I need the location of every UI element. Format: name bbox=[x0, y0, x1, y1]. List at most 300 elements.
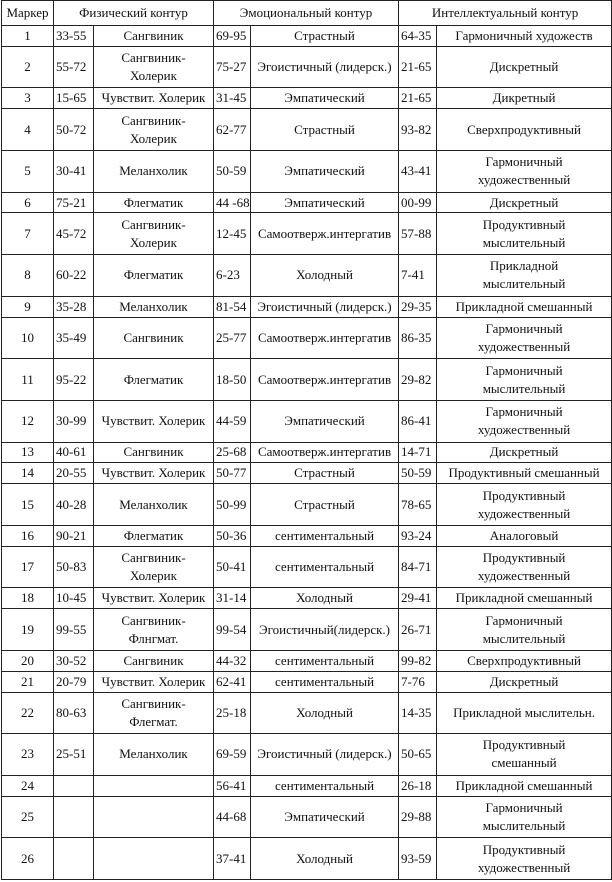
intellectual-type-cell bbox=[437, 734, 612, 776]
intellectual-code-cell bbox=[399, 463, 437, 484]
intellectual-type-cell bbox=[437, 442, 612, 463]
cell-text-line: Флегматик bbox=[123, 527, 184, 543]
physical-type-cell bbox=[94, 46, 214, 88]
marker-cell bbox=[2, 296, 54, 317]
cell-text-line: 50-41 bbox=[216, 559, 247, 575]
physical-code-cell bbox=[54, 775, 94, 796]
cell-text-line: мыслительный bbox=[482, 276, 566, 292]
cell-text-line: Эмпатический bbox=[284, 163, 365, 179]
intellectual-type-cell bbox=[437, 359, 612, 401]
cell-text-line: 21 bbox=[21, 673, 34, 689]
cell-text-line: Флегмат. bbox=[129, 713, 178, 729]
cell-text-line: 24 bbox=[21, 777, 34, 793]
marker-cell bbox=[2, 484, 54, 526]
emotional-code-cell bbox=[214, 463, 251, 484]
physical-code-cell bbox=[54, 317, 94, 359]
cell-text-line: 5 bbox=[24, 163, 31, 179]
intellectual-type-cell bbox=[437, 775, 612, 796]
cell-text-line: художественный bbox=[477, 505, 571, 521]
physical-type-cell bbox=[94, 692, 214, 734]
cell-text-line: 12-45 bbox=[216, 225, 247, 241]
intellectual-code-cell bbox=[399, 213, 437, 255]
intellectual-code-cell bbox=[399, 359, 437, 401]
emotional-type-cell bbox=[251, 525, 399, 546]
cell-text-line: 50-83 bbox=[56, 559, 87, 575]
cell-text-line: 43-41 bbox=[401, 163, 432, 179]
marker-cell bbox=[2, 88, 54, 109]
cell-text-line: Сангвиник- bbox=[121, 216, 186, 232]
table-row bbox=[2, 150, 612, 192]
emotional-code-cell bbox=[214, 546, 251, 588]
cell-text-line: Сверхпродуктивный bbox=[467, 121, 581, 137]
cell-text-line: 15 bbox=[21, 496, 34, 512]
emotional-type-cell bbox=[251, 150, 399, 192]
intellectual-code-cell bbox=[399, 88, 437, 109]
cell-text-line: Холодный bbox=[296, 704, 353, 720]
cell-text-line: Продуктивный смешанный bbox=[448, 465, 600, 481]
cell-text-line: Холодный bbox=[296, 267, 353, 283]
cell-text-line: 93-59 bbox=[401, 850, 432, 866]
emotional-code-cell bbox=[214, 46, 251, 88]
cell-text-line: 75-27 bbox=[216, 59, 247, 75]
physical-type-cell bbox=[94, 109, 214, 151]
physical-code-cell bbox=[54, 525, 94, 546]
cell-text-line: 12 bbox=[21, 413, 34, 429]
cell-text-line: Холерик bbox=[130, 130, 177, 146]
emotional-code-cell bbox=[214, 588, 251, 609]
cell-text-line: 50-59 bbox=[216, 163, 247, 179]
cell-text-line: 50-72 bbox=[56, 121, 87, 137]
emotional-code-cell bbox=[214, 671, 251, 692]
intellectual-code-cell bbox=[399, 484, 437, 526]
cell-text-line: 35-28 bbox=[56, 298, 87, 314]
table-row bbox=[2, 255, 612, 297]
physical-code-cell bbox=[54, 671, 94, 692]
cell-text-line: 40-28 bbox=[56, 496, 87, 512]
physical-type-cell bbox=[94, 796, 214, 838]
intellectual-type-cell bbox=[437, 150, 612, 192]
emotional-type-cell bbox=[251, 463, 399, 484]
intellectual-type-cell bbox=[437, 46, 612, 88]
marker-cell bbox=[2, 692, 54, 734]
cell-text-line: 18 bbox=[21, 590, 34, 606]
cell-text-line: Дискретный bbox=[489, 194, 559, 210]
cell-text-line: мыслительный bbox=[482, 817, 566, 833]
cell-text-line: 7 bbox=[24, 225, 31, 241]
intellectual-type-cell bbox=[437, 525, 612, 546]
cell-text-line: Дискретный bbox=[489, 59, 559, 75]
cell-text-line: сентиментальный bbox=[275, 652, 375, 668]
emotional-type-cell bbox=[251, 546, 399, 588]
intellectual-code-cell bbox=[399, 192, 437, 213]
cell-text-line: Чувствит. Холерик bbox=[101, 465, 206, 481]
cell-text-line: Страстный bbox=[294, 27, 355, 43]
cell-text-line: Гармоничный bbox=[485, 612, 563, 628]
intellectual-code-cell bbox=[399, 775, 437, 796]
cell-text-line: 44 -68 bbox=[216, 194, 250, 210]
table-row bbox=[2, 609, 612, 651]
cell-text-line: Холерик bbox=[130, 568, 177, 584]
intellectual-type-cell bbox=[437, 671, 612, 692]
intellectual-code-cell bbox=[399, 400, 437, 442]
physical-code-cell bbox=[54, 692, 94, 734]
cell-text-line: 50-36 bbox=[216, 527, 247, 543]
cell-text-line: 10 bbox=[21, 329, 34, 345]
emotional-code-cell bbox=[214, 317, 251, 359]
cell-text-line: 25 bbox=[21, 808, 34, 824]
emotional-type-cell bbox=[251, 192, 399, 213]
emotional-code-cell bbox=[214, 213, 251, 255]
emotional-code-cell bbox=[214, 150, 251, 192]
cell-text-line: 31-14 bbox=[216, 590, 247, 606]
cell-text-line: 11 bbox=[21, 371, 34, 387]
cell-text-line: Сангвиник- bbox=[121, 112, 186, 128]
emotional-type-cell bbox=[251, 588, 399, 609]
cell-text-line: Эмпатический bbox=[284, 90, 365, 106]
intellectual-code-cell bbox=[399, 650, 437, 671]
intellectual-code-cell bbox=[399, 150, 437, 192]
cell-text-line: Гармоничный художеств bbox=[455, 27, 593, 43]
cell-text-line: Самоотверж.интергатив bbox=[257, 444, 392, 460]
intellectual-code-cell bbox=[399, 796, 437, 838]
physical-type-cell bbox=[94, 775, 214, 796]
cell-text-line: сентиментальный bbox=[275, 559, 375, 575]
cell-text-line: 25-18 bbox=[216, 704, 247, 720]
cell-text-line: 99-55 bbox=[56, 621, 87, 637]
cell-text-line: Продуктивный bbox=[482, 550, 566, 566]
cell-text-line: Гармоничный bbox=[485, 154, 563, 170]
cell-text-line: 44-32 bbox=[216, 652, 247, 668]
cell-text-line: 30-52 bbox=[56, 652, 87, 668]
emotional-type-cell bbox=[251, 213, 399, 255]
cell-text-line: Прикладной bbox=[489, 258, 559, 274]
cell-text-line: 14-71 bbox=[401, 444, 432, 460]
intellectual-code-cell bbox=[399, 525, 437, 546]
intellectual-type-cell bbox=[437, 317, 612, 359]
intellectual-code-cell bbox=[399, 26, 437, 47]
physical-type-cell bbox=[94, 546, 214, 588]
emotional-code-cell bbox=[214, 484, 251, 526]
physical-code-cell bbox=[54, 359, 94, 401]
intellectual-code-cell bbox=[399, 588, 437, 609]
intellectual-code-cell bbox=[399, 442, 437, 463]
cell-text-line: Меланхолик bbox=[119, 746, 188, 762]
table-row bbox=[2, 46, 612, 88]
table-row bbox=[2, 192, 612, 213]
physical-code-cell bbox=[54, 192, 94, 213]
cell-text-line: мыслительный bbox=[482, 234, 566, 250]
marker-cell bbox=[2, 650, 54, 671]
cell-text-line: 4 bbox=[24, 121, 31, 137]
physical-type-cell bbox=[94, 26, 214, 47]
cell-text-line: Сангвиник bbox=[123, 652, 184, 668]
physical-type-cell bbox=[94, 484, 214, 526]
emotional-type-cell bbox=[251, 796, 399, 838]
table-row bbox=[2, 775, 612, 796]
emotional-type-cell bbox=[251, 671, 399, 692]
intellectual-code-cell bbox=[399, 546, 437, 588]
intellectual-code-cell bbox=[399, 46, 437, 88]
cell-text-line: 29-35 bbox=[401, 298, 432, 314]
physical-code-cell bbox=[54, 609, 94, 651]
cell-text-line: Продуктивный bbox=[482, 841, 566, 857]
cell-text-line: 44-59 bbox=[216, 413, 247, 429]
cell-text-line: Флегматик bbox=[123, 194, 184, 210]
intellectual-type-cell bbox=[437, 109, 612, 151]
cell-text-line: Самоотверж.интергатив bbox=[257, 329, 392, 345]
intellectual-type-cell bbox=[437, 609, 612, 651]
intellectual-type-cell bbox=[437, 546, 612, 588]
table-row bbox=[2, 463, 612, 484]
cell-text-line: 64-35 bbox=[401, 27, 432, 43]
cell-text-line: Прикладной смешанный bbox=[455, 590, 593, 606]
cell-text-line: Чувствит. Холерик bbox=[101, 673, 206, 689]
emotional-code-cell bbox=[214, 88, 251, 109]
cell-text-line: Холерик bbox=[130, 234, 177, 250]
emotional-code-cell bbox=[214, 525, 251, 546]
emotional-type-cell bbox=[251, 650, 399, 671]
table-row bbox=[2, 525, 612, 546]
header-emotional: Эмоциональный контур bbox=[214, 1, 399, 26]
cell-text-line: 00-99 bbox=[401, 194, 432, 210]
intellectual-type-cell bbox=[437, 296, 612, 317]
cell-text-line: Дикретный bbox=[492, 90, 556, 106]
physical-type-cell bbox=[94, 609, 214, 651]
cell-text-line: 86-41 bbox=[401, 413, 432, 429]
cell-text-line: мыслительный bbox=[482, 380, 566, 396]
cell-text-line: 29-82 bbox=[401, 371, 432, 387]
cell-text-line: Сангвиник bbox=[123, 329, 184, 345]
cell-text-line: 6 bbox=[24, 194, 31, 210]
marker-cell bbox=[2, 400, 54, 442]
cell-text-line: Дискретный bbox=[489, 444, 559, 460]
emotional-type-cell bbox=[251, 46, 399, 88]
cell-text-line: 90-21 bbox=[56, 527, 87, 543]
cell-text-line: Эмпатический bbox=[284, 808, 365, 824]
intellectual-type-cell bbox=[437, 192, 612, 213]
cell-text-line: 18-50 bbox=[216, 371, 247, 387]
emotional-type-cell bbox=[251, 296, 399, 317]
emotional-code-cell bbox=[214, 609, 251, 651]
cell-text-line: 14-35 bbox=[401, 704, 432, 720]
emotional-code-cell bbox=[214, 775, 251, 796]
cell-text-line: Флегматик bbox=[123, 267, 184, 283]
emotional-code-cell bbox=[214, 255, 251, 297]
emotional-code-cell bbox=[214, 838, 251, 880]
emotional-code-cell bbox=[214, 109, 251, 151]
physical-code-cell bbox=[54, 484, 94, 526]
marker-cell bbox=[2, 775, 54, 796]
cell-text-line: 78-65 bbox=[401, 496, 432, 512]
cell-text-line: Чувствит. Холерик bbox=[101, 90, 206, 106]
table-row bbox=[2, 484, 612, 526]
header-physical: Физический контур bbox=[54, 1, 214, 26]
marker-cell bbox=[2, 317, 54, 359]
intellectual-type-cell bbox=[437, 213, 612, 255]
cell-text-line: художественный bbox=[477, 172, 571, 188]
cell-text-line: 31-45 bbox=[216, 90, 247, 106]
physical-code-cell bbox=[54, 46, 94, 88]
cell-text-line: 62-77 bbox=[216, 121, 247, 137]
cell-text-line: Продуктивный bbox=[482, 487, 566, 503]
cell-text-line: 57-88 bbox=[401, 225, 432, 241]
table-row bbox=[2, 692, 612, 734]
marker-cell bbox=[2, 734, 54, 776]
cell-text-line: 26-71 bbox=[401, 621, 432, 637]
physical-code-cell bbox=[54, 546, 94, 588]
physical-code-cell bbox=[54, 255, 94, 297]
cell-text-line: 37-41 bbox=[216, 850, 247, 866]
table-row bbox=[2, 296, 612, 317]
emotional-type-cell bbox=[251, 838, 399, 880]
cell-text-line: 19 bbox=[21, 621, 34, 637]
intellectual-type-cell bbox=[437, 26, 612, 47]
table-body bbox=[2, 26, 612, 880]
emotional-type-cell bbox=[251, 775, 399, 796]
physical-type-cell bbox=[94, 213, 214, 255]
cell-text-line: Холодный bbox=[296, 590, 353, 606]
table-row bbox=[2, 26, 612, 47]
cell-text-line: 81-54 bbox=[216, 298, 247, 314]
table-row bbox=[2, 442, 612, 463]
emotional-code-cell bbox=[214, 734, 251, 776]
cell-text-line: 45-72 bbox=[56, 225, 87, 241]
cell-text-line: Страстный bbox=[294, 121, 355, 137]
cell-text-line: 56-41 bbox=[216, 777, 247, 793]
table-row bbox=[2, 213, 612, 255]
cell-text-line: 14 bbox=[21, 465, 34, 481]
cell-text-line: 9 bbox=[24, 298, 31, 314]
emotional-type-cell bbox=[251, 88, 399, 109]
intellectual-code-cell bbox=[399, 734, 437, 776]
cell-text-line: Продуктивный bbox=[482, 216, 566, 232]
physical-code-cell bbox=[54, 442, 94, 463]
physical-type-cell bbox=[94, 400, 214, 442]
cell-text-line: 60-22 bbox=[56, 267, 87, 283]
cell-text-line: 80-63 bbox=[56, 704, 87, 720]
marker-cell bbox=[2, 609, 54, 651]
marker-cell bbox=[2, 213, 54, 255]
cell-text-line: Гармоничный bbox=[485, 362, 563, 378]
cell-text-line: 50-77 bbox=[216, 465, 247, 481]
cell-text-line: Флегматик bbox=[123, 371, 184, 387]
cell-text-line: Сангвиник- bbox=[121, 50, 186, 66]
physical-code-cell bbox=[54, 838, 94, 880]
cell-text-line: 2 bbox=[24, 59, 31, 75]
header-intellectual: Интеллектуальный контур bbox=[399, 1, 612, 26]
physical-type-cell bbox=[94, 88, 214, 109]
cell-text-line: Меланхолик bbox=[119, 298, 188, 314]
cell-text-line: 20-55 bbox=[56, 465, 87, 481]
intellectual-type-cell bbox=[437, 463, 612, 484]
cell-text-line: 84-71 bbox=[401, 559, 432, 575]
emotional-type-cell bbox=[251, 317, 399, 359]
marker-cell bbox=[2, 442, 54, 463]
cell-text-line: 99-82 bbox=[401, 652, 432, 668]
cell-text-line: 29-88 bbox=[401, 808, 432, 824]
table-row bbox=[2, 734, 612, 776]
cell-text-line: 99-54 bbox=[216, 621, 247, 637]
cell-text-line: художественный bbox=[477, 422, 571, 438]
cell-text-line: Сверхпродуктивный bbox=[467, 652, 581, 668]
emotional-code-cell bbox=[214, 192, 251, 213]
physical-type-cell bbox=[94, 671, 214, 692]
intellectual-type-cell bbox=[437, 255, 612, 297]
cell-text-line: Гармоничный bbox=[485, 404, 563, 420]
cell-text-line: 17 bbox=[21, 559, 34, 575]
table-row bbox=[2, 588, 612, 609]
cell-text-line: Дискретный bbox=[489, 673, 559, 689]
intellectual-code-cell bbox=[399, 296, 437, 317]
cell-text-line: Эгоистичный (лидерск.) bbox=[257, 746, 392, 762]
cell-text-line: Холодный bbox=[296, 850, 353, 866]
physical-type-cell bbox=[94, 359, 214, 401]
cell-text-line: Эмпатический bbox=[284, 413, 365, 429]
emotional-type-cell bbox=[251, 734, 399, 776]
cell-text-line: 93-24 bbox=[401, 527, 432, 543]
cell-text-line: 22 bbox=[21, 704, 34, 720]
emotional-code-cell bbox=[214, 692, 251, 734]
emotional-type-cell bbox=[251, 109, 399, 151]
physical-type-cell bbox=[94, 588, 214, 609]
cell-text-line: 40-61 bbox=[56, 444, 87, 460]
physical-code-cell bbox=[54, 296, 94, 317]
emotional-code-cell bbox=[214, 442, 251, 463]
cell-text-line: Страстный bbox=[294, 465, 355, 481]
table-row bbox=[2, 359, 612, 401]
cell-text-line: Страстный bbox=[294, 496, 355, 512]
intellectual-type-cell bbox=[437, 88, 612, 109]
cell-text-line: 20 bbox=[21, 652, 34, 668]
marker-cell bbox=[2, 46, 54, 88]
emotional-type-cell bbox=[251, 692, 399, 734]
cell-text-line: 25-51 bbox=[56, 746, 87, 762]
cell-text-line: художественный bbox=[477, 568, 571, 584]
cell-text-line: Эмпатический bbox=[284, 194, 365, 210]
emotional-code-cell bbox=[214, 359, 251, 401]
cell-text-line: Эгоистичный (лидерск.) bbox=[257, 59, 392, 75]
emotional-type-cell bbox=[251, 26, 399, 47]
cell-text-line: 62-41 bbox=[216, 673, 247, 689]
cell-text-line: 21-65 bbox=[401, 90, 432, 106]
marker-cell bbox=[2, 109, 54, 151]
cell-text-line: мыслительный bbox=[482, 630, 566, 646]
cell-text-line: 50-59 bbox=[401, 465, 432, 481]
cell-text-line: 21-65 bbox=[401, 59, 432, 75]
cell-text-line: сентиментальный bbox=[275, 527, 375, 543]
physical-code-cell bbox=[54, 213, 94, 255]
physical-type-cell bbox=[94, 442, 214, 463]
physical-code-cell bbox=[54, 650, 94, 671]
cell-text-line: 26 bbox=[21, 850, 34, 866]
intellectual-type-cell bbox=[437, 588, 612, 609]
cell-text-line: 20-79 bbox=[56, 673, 87, 689]
emotional-code-cell bbox=[214, 400, 251, 442]
cell-text-line: Сангвиник bbox=[123, 444, 184, 460]
cell-text-line: Аналоговый bbox=[489, 527, 559, 543]
cell-text-line: 44-68 bbox=[216, 808, 247, 824]
cell-text-line: 7-76 bbox=[401, 673, 425, 689]
table-row bbox=[2, 400, 612, 442]
table-row bbox=[2, 317, 612, 359]
table-row bbox=[2, 109, 612, 151]
physical-type-cell bbox=[94, 296, 214, 317]
cell-text-line: 25-68 bbox=[216, 444, 247, 460]
header-marker: Маркер bbox=[2, 1, 54, 26]
emotional-code-cell bbox=[214, 296, 251, 317]
cell-text-line: 95-22 bbox=[56, 371, 87, 387]
emotional-code-cell bbox=[214, 650, 251, 671]
